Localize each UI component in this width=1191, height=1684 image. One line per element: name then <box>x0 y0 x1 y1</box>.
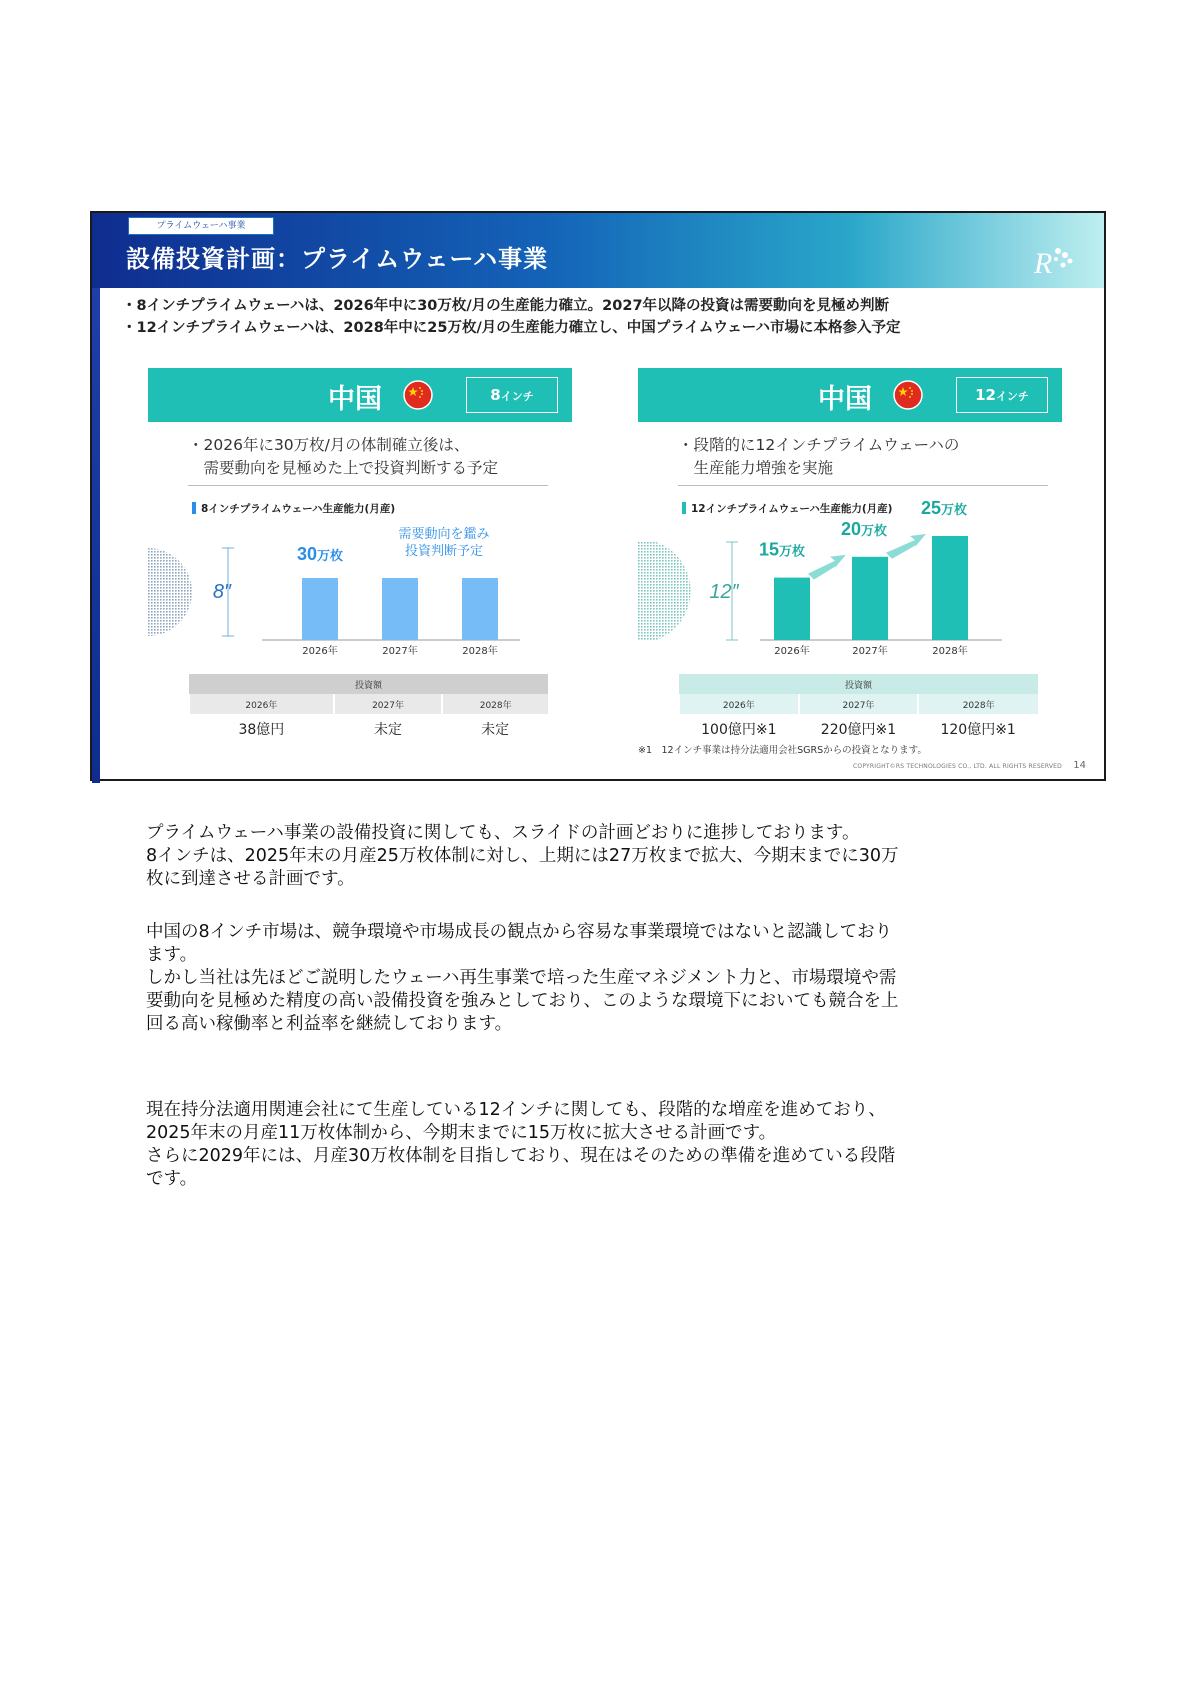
note-text: 投資判断予定 <box>404 544 484 559</box>
wafer-size-badge: 8インチ <box>466 377 558 413</box>
wafer-image-fill <box>638 542 691 640</box>
investment-table <box>678 674 1038 744</box>
x-tick-label: 2027年 <box>382 646 418 657</box>
wafer-size-badge: 12インチ <box>956 377 1048 413</box>
china-flag-icon <box>893 380 923 410</box>
body-line: プライムウェーハ事業の設備投資に関しても、スライドの計画どおりに進捗しております。 <box>146 823 860 843</box>
chart-bar <box>302 578 338 640</box>
table-header: 投資額 <box>679 674 1038 694</box>
table-column-header: 2026年 <box>679 694 799 714</box>
growth-arrow-icon <box>808 555 846 580</box>
body-line: ます。 <box>146 945 198 965</box>
china-flag-icon <box>403 380 433 410</box>
data-label: 20万枚 <box>840 518 888 539</box>
x-tick-label: 2028年 <box>462 646 498 657</box>
body-line: さらに2029年には、月産30万枚体制を目指しており、現在はそのための準備を進めている段階 <box>146 1146 896 1166</box>
slide-side-stripe <box>92 288 100 783</box>
capacity-chart-8inch <box>148 518 572 668</box>
panel-8inch <box>148 368 572 738</box>
investment-table <box>188 674 548 744</box>
company-logo <box>1028 237 1076 281</box>
body-line: 現在持分法適用関連会社にて生産している12インチに関しても、段階的な増産を進めており、 <box>146 1100 886 1120</box>
chart-bar <box>852 557 888 640</box>
table-header: 投資額 <box>189 674 548 694</box>
growth-arrow-icon <box>886 534 926 559</box>
body-line: しかし当社は先ほどご説明したウェーハ再生事業で培った生産マネジメント力と、市場環境や需 <box>146 968 897 988</box>
data-label: 15万枚 <box>758 539 806 560</box>
wafer-image <box>104 548 192 636</box>
copyright: COPYRIGHT©RS TECHNOLOGIES CO., LTD. ALL RIGHTS RESERVED <box>853 763 1062 770</box>
bullet-item: ・12インチプライムウェーハは、2028年中に25万枚/月の生産能力確立し、中国プライムウェーハ市場に本格参入予定 <box>122 320 901 336</box>
table-column-header: 2027年 <box>799 694 919 714</box>
wafer-size-label: 8″ <box>212 581 232 603</box>
presentation-slide <box>90 211 1106 781</box>
x-tick-label: 2026年 <box>302 646 338 657</box>
data-label: 30万枚 <box>296 544 344 564</box>
section-tag: プライムウェーハ事業 <box>128 217 274 235</box>
chart-label: 8インチプライムウェーハ生産能力(月産) <box>192 501 395 516</box>
chart-bar <box>382 578 418 640</box>
country-label: 中国 <box>328 384 382 415</box>
divider <box>678 485 1048 486</box>
panel-description: ・2026年に30万枚/月の体制確立後は、 需要動向を見極めた上で投資判断する予定 <box>188 436 499 477</box>
body-line: 2025年末の月産11万枚体制から、今期末までに15万枚に拡大させる計画です。 <box>146 1123 777 1143</box>
footnote: ※1 12インチ事業は持分法適用会社SGRSからの投資となります。 <box>638 745 927 756</box>
note-text: 需要動向を鑑み <box>398 527 490 542</box>
page-number: 14 <box>1073 760 1086 771</box>
body-line: 回る高い稼働率と利益率を継続しております。 <box>146 1014 513 1034</box>
data-label: 25万枚 <box>920 498 968 518</box>
chart-bar <box>774 578 810 640</box>
table-column-header: 2028年 <box>918 694 1038 714</box>
chart-bar <box>932 536 968 640</box>
x-tick-label: 2027年 <box>852 646 888 657</box>
body-paragraph-2 <box>146 921 1066 1036</box>
body-line: 中国の8インチ市場は、競争環境や市場成長の観点から容易な事業環境ではないと認識しており <box>146 922 893 942</box>
table-cell: 120億円※1 <box>940 722 1016 738</box>
table-column-header: 2027年 <box>334 694 443 714</box>
table-column-header: 2026年 <box>189 694 334 714</box>
table-cell: 38億円 <box>238 722 285 738</box>
panel-header <box>148 368 572 422</box>
chart-label: 12インチプライムウェーハ生産能力(月産) <box>682 501 892 516</box>
wafer-size-label: 12″ <box>709 581 739 603</box>
table-cell: 220億円※1 <box>820 722 897 738</box>
country-label: 中国 <box>818 384 872 415</box>
bullet-item: ・8インチプライムウェーハは、2026年中に30万枚/月の生産能力確立。2027年以降の投資は需要動向を見極め判断 <box>122 298 890 314</box>
panel-description: ・段階的に12インチプライムウェーハの 生産能力増強を実施 <box>678 436 960 477</box>
slide-bullets <box>122 295 901 339</box>
body-line: です。 <box>146 1169 198 1189</box>
x-tick-label: 2028年 <box>932 646 968 657</box>
table-cell: 未定 <box>374 722 403 738</box>
body-line: 要動向を見極めた精度の高い設備投資を強みとしており、このような環境下においても競合を上 <box>146 991 899 1011</box>
chart-bar <box>462 578 498 640</box>
table-column-header: 2028年 <box>442 694 548 714</box>
body-paragraph-1 <box>146 822 1066 891</box>
table-cell: 100億円※1 <box>701 722 777 738</box>
panel-header <box>638 368 1062 422</box>
svg-text:R: R <box>1034 247 1053 280</box>
slide-title: 設備投資計画：プライムウェーハ事業 <box>126 245 549 273</box>
body-line: 枚に到達させる計画です。 <box>146 869 355 889</box>
table-cell: 未定 <box>481 722 510 738</box>
panel-12inch <box>638 368 1062 738</box>
body-paragraph-3 <box>146 1099 1066 1191</box>
body-line: 8インチは、2025年末の月産25万枚体制に対し、上期には27万枚まで拡大、今期末までに30万 <box>146 846 899 866</box>
x-tick-label: 2026年 <box>774 646 810 657</box>
divider <box>188 485 548 486</box>
